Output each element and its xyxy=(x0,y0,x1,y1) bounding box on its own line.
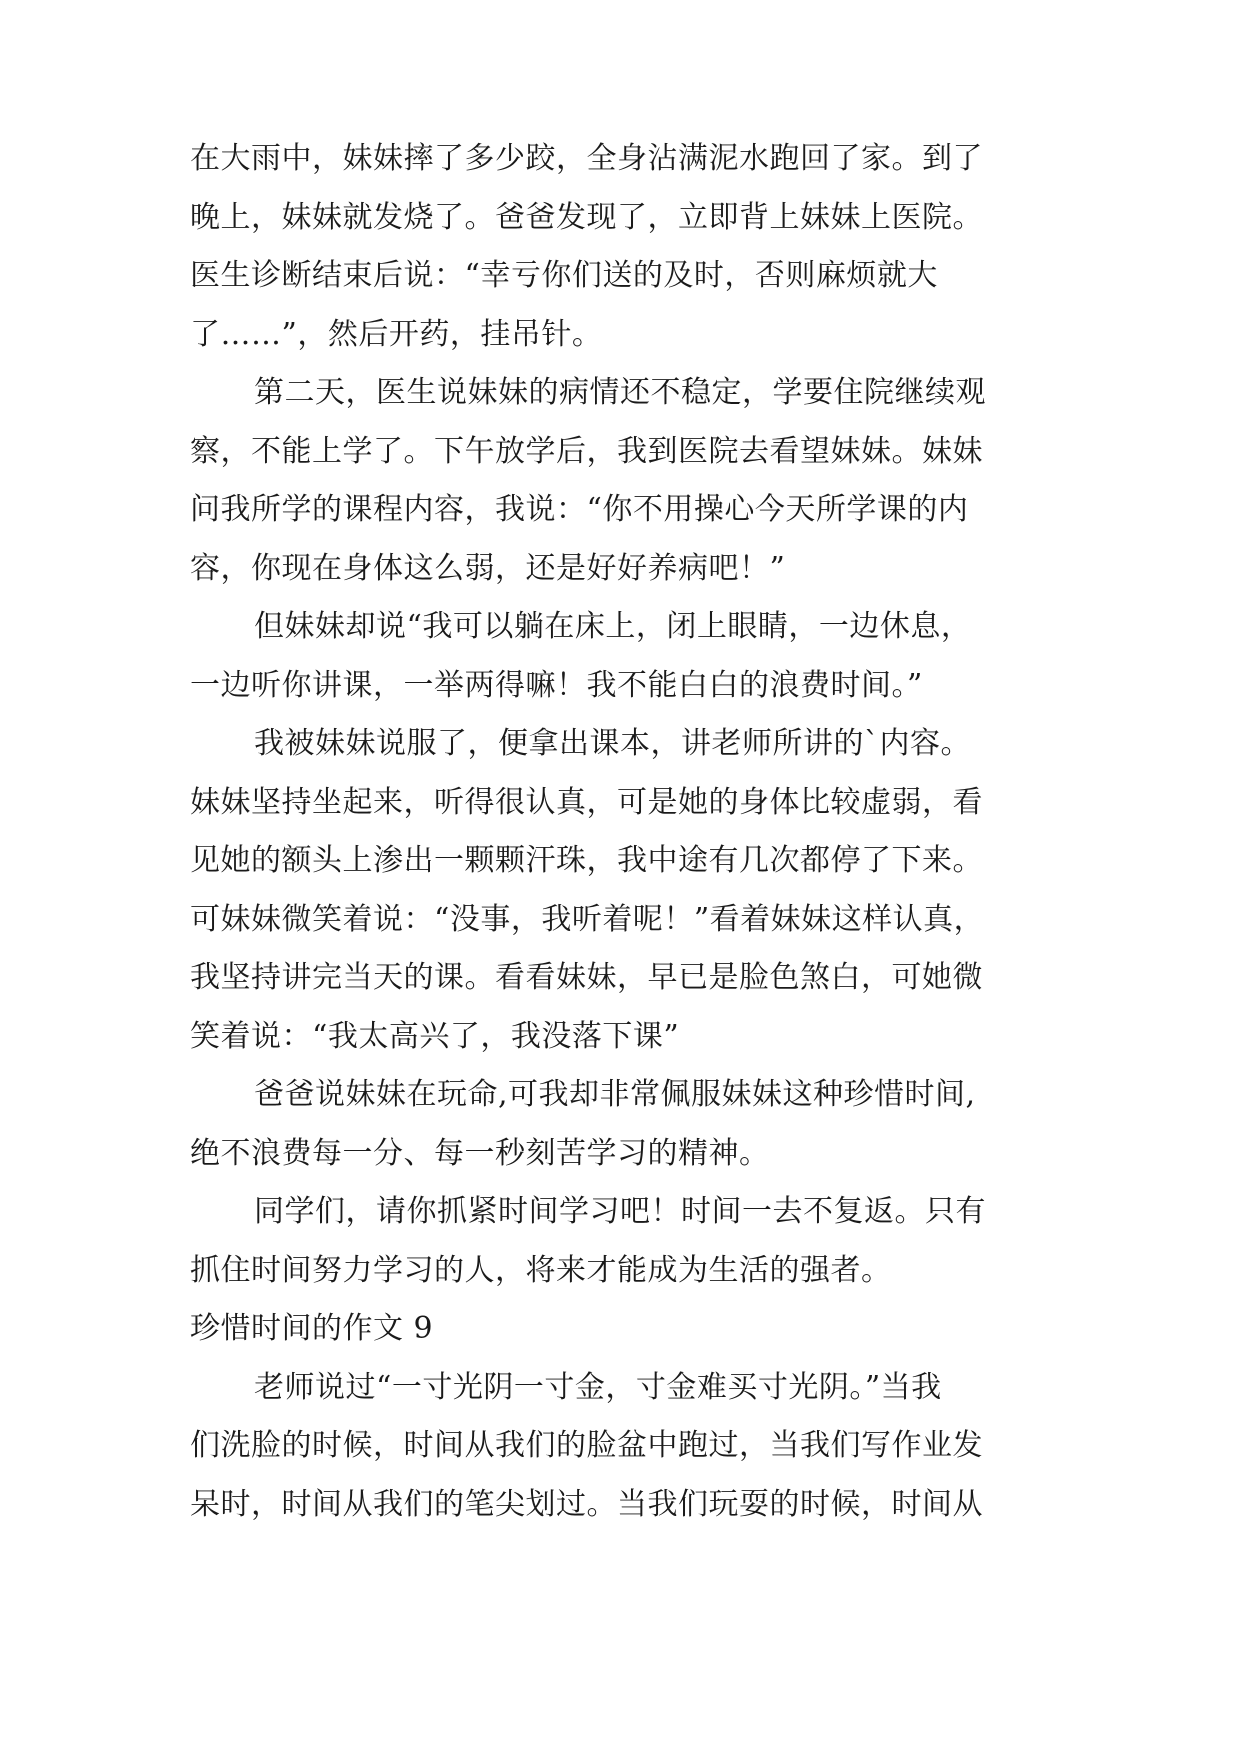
text-line: 见她的额头上渗出一颗颗汗珠，我中途有几次都停了下来。 xyxy=(190,843,983,878)
text-line: 呆时，时间从我们的笔尖划过。当我们玩耍的时候，时间从 xyxy=(190,1486,983,1522)
text-line: 绝不浪费每一分、每一秒刻苦学习的精神。 xyxy=(190,1135,770,1171)
text-line: 笑着说：“我太高兴了，我没落下课” xyxy=(190,1018,680,1054)
text-line: 但妹妹却说“我可以躺在床上，闭上眼睛，一边休息， xyxy=(254,609,972,644)
text-line: 一边听你讲课，一举两得嘛！我不能白白的浪费时间。” xyxy=(190,667,923,703)
text-line: 我坚持讲完当天的课。看看妹妹，早已是脸色煞白，可她微 xyxy=(190,960,983,995)
text-line: 爸爸说妹妹在玩命,可我却非常佩服妹妹这种珍惜时间, xyxy=(254,1077,976,1112)
text-line: 察，不能上学了。下午放学后，我到医院去看望妹妹。妹妹 xyxy=(190,433,983,469)
text-line: 我被妹妹说服了，便拿出课本，讲老师所讲的`内容。 xyxy=(254,726,971,761)
text-line: 同学们，请你抓紧时间学习吧！时间一去不复返。只有 xyxy=(254,1194,986,1229)
section-heading: 珍惜时间的作文 9 xyxy=(190,1311,434,1346)
text-line: 容，你现在身体这么弱，还是好好养病吧！” xyxy=(190,550,786,586)
text-line: 在大雨中，妹妹摔了多少跤，全身沾满泥水跑回了家。到了 xyxy=(190,141,983,176)
text-line: 了……”，然后开药，挂吊针。 xyxy=(190,316,603,352)
text-line: 可妹妹微笑着说：“没事，我听着呢！”看着妹妹这样认真， xyxy=(190,901,985,937)
text-line: 第二天，医生说妹妹的病情还不稳定，学要住院继续观 xyxy=(254,375,986,410)
text-line: 妹妹坚持坐起来，听得很认真，可是她的身体比较虚弱，看 xyxy=(190,784,983,820)
text-line: 问我所学的课程内容，我说：“你不用操心今天所学课的内 xyxy=(190,492,969,527)
text-line: 抓住时间努力学习的人，将来才能成为生活的强者。 xyxy=(190,1252,892,1288)
essay-body xyxy=(190,130,1070,1534)
text-line: 医生诊断结束后说：“幸亏你们送的及时，否则麻烦就大 xyxy=(190,258,938,293)
text-line: 老师说过“一寸光阴一寸金，寸金难买寸光阴。”当我 xyxy=(254,1369,942,1405)
text-line: 晚上，妹妹就发烧了。爸爸发现了，立即背上妹妹上医院。 xyxy=(190,199,983,235)
text-line: 们洗脸的时候，时间从我们的脸盆中跑过，当我们写作业发 xyxy=(190,1428,983,1463)
